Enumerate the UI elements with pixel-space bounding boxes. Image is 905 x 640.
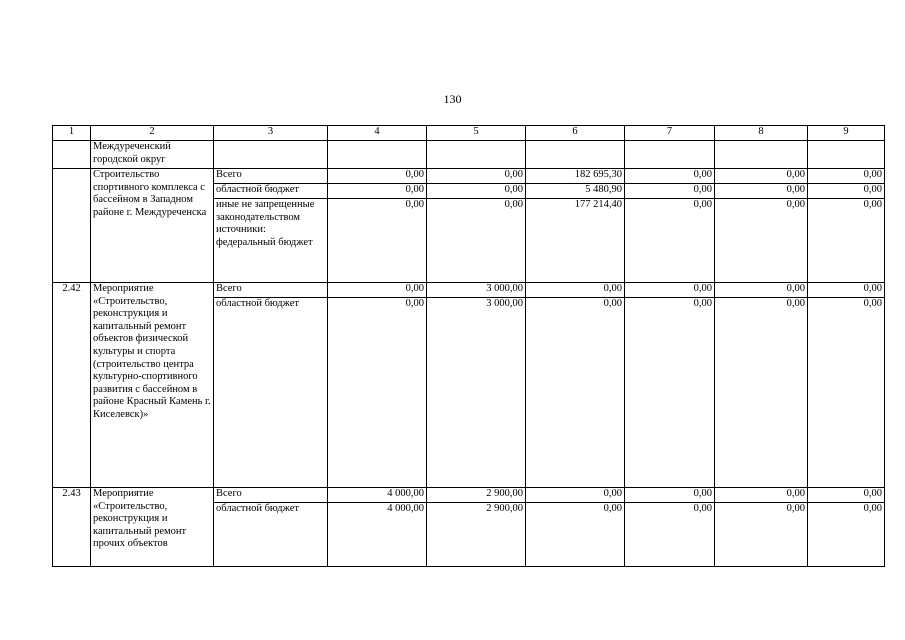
value-cell: 4 000,00 bbox=[328, 503, 427, 567]
value-cell: 4 000,00 bbox=[328, 488, 427, 503]
column-header: 9 bbox=[808, 126, 885, 141]
value-cell: 0,00 bbox=[625, 283, 715, 298]
value-cell: 0,00 bbox=[715, 503, 808, 567]
column-header: 5 bbox=[427, 126, 526, 141]
table-row bbox=[53, 141, 885, 169]
value-cell: 2 900,00 bbox=[427, 488, 526, 503]
value-cell: 0,00 bbox=[427, 169, 526, 184]
budget-table bbox=[52, 125, 885, 567]
value-cell: 0,00 bbox=[526, 488, 625, 503]
value-cell: 0,00 bbox=[625, 298, 715, 488]
value-cell: 0,00 bbox=[715, 488, 808, 503]
value-cell: 0,00 bbox=[715, 283, 808, 298]
table-row bbox=[53, 283, 885, 298]
value-cell: 0,00 bbox=[625, 488, 715, 503]
row-name: Строительство спортивного комплекса с бассейном в Западном районе г. Междуреченска bbox=[91, 169, 214, 283]
row-number bbox=[53, 141, 91, 169]
value-cell: 0,00 bbox=[625, 169, 715, 184]
funding-source: областной бюджет bbox=[214, 184, 328, 199]
value-cell: 0,00 bbox=[625, 199, 715, 283]
funding-source: иные не запрещенные законодательством источники: федеральный бюджет bbox=[214, 199, 328, 283]
value-cell: 3 000,00 bbox=[427, 283, 526, 298]
value-cell: 0,00 bbox=[526, 298, 625, 488]
value-cell: 0,00 bbox=[526, 283, 625, 298]
value-cell: 0,00 bbox=[328, 184, 427, 199]
column-header: 2 bbox=[91, 126, 214, 141]
value-cell: 0,00 bbox=[328, 199, 427, 283]
row-name: Мероприятие «Строительство, реконструкция и капитальный ремонт объектов физической культуры и спорта (строительство центра культурно-спортивного развития с бассейном в районе Красный Камень г. Киселевск)» bbox=[91, 283, 214, 488]
column-header: 3 bbox=[214, 126, 328, 141]
value-cell: 0,00 bbox=[808, 169, 885, 184]
value-cell: 0,00 bbox=[328, 169, 427, 184]
column-header: 1 bbox=[53, 126, 91, 141]
value-cell: 177 214,40 bbox=[526, 199, 625, 283]
value-cell: 0,00 bbox=[625, 184, 715, 199]
value-cell: 0,00 bbox=[715, 169, 808, 184]
funding-source: областной бюджет bbox=[214, 503, 328, 567]
value-cell: 0,00 bbox=[808, 184, 885, 199]
table-row bbox=[53, 488, 885, 503]
column-header: 6 bbox=[526, 126, 625, 141]
value-cell: 2 900,00 bbox=[427, 503, 526, 567]
row-name: Мероприятие «Строительство, реконструкция и капитальный ремонт прочих объектов bbox=[91, 488, 214, 567]
value-cell: 0,00 bbox=[808, 283, 885, 298]
value-cell: 0,00 bbox=[715, 199, 808, 283]
value-cell: 0,00 bbox=[328, 298, 427, 488]
row-number: 2.42 bbox=[53, 283, 91, 488]
row-number bbox=[53, 169, 91, 283]
funding-source: Всего bbox=[214, 169, 328, 184]
value-cell: 5 480,90 bbox=[526, 184, 625, 199]
value-cell: 0,00 bbox=[328, 283, 427, 298]
value-cell: 0,00 bbox=[427, 199, 526, 283]
column-header: 4 bbox=[328, 126, 427, 141]
value-cell: 0,00 bbox=[427, 184, 526, 199]
row-number: 2.43 bbox=[53, 488, 91, 567]
value-cell: 0,00 bbox=[625, 503, 715, 567]
value-cell: 0,00 bbox=[808, 199, 885, 283]
value-cell: 0,00 bbox=[526, 503, 625, 567]
table-header-row bbox=[53, 126, 885, 141]
column-header: 8 bbox=[715, 126, 808, 141]
funding-source: Всего bbox=[214, 283, 328, 298]
value-cell: 0,00 bbox=[808, 298, 885, 488]
value-cell: 0,00 bbox=[808, 488, 885, 503]
value-cell: 0,00 bbox=[715, 298, 808, 488]
funding-source: областной бюджет bbox=[214, 298, 328, 488]
value-cell: 3 000,00 bbox=[427, 298, 526, 488]
value-cell: 0,00 bbox=[715, 184, 808, 199]
column-header: 7 bbox=[625, 126, 715, 141]
row-name: Междуреченский городской округ bbox=[91, 141, 214, 169]
value-cell: 182 695,30 bbox=[526, 169, 625, 184]
table-row bbox=[53, 169, 885, 184]
value-cell: 0,00 bbox=[808, 503, 885, 567]
page-number: 130 bbox=[443, 92, 462, 106]
funding-source: Всего bbox=[214, 488, 328, 503]
